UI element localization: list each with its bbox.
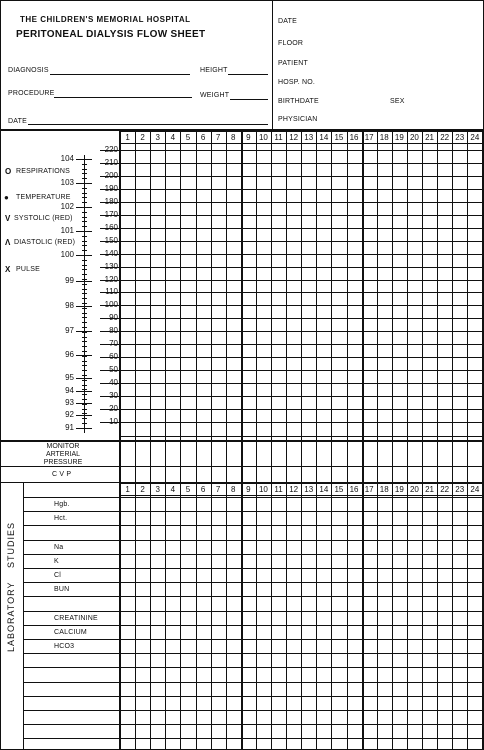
- lab-column-col-16: 16: [349, 485, 359, 494]
- temp-minor-tick: [82, 265, 87, 266]
- temp-tick-label: 101: [60, 226, 74, 235]
- temp-minor-tick: [82, 231, 87, 232]
- grid-hline: [100, 409, 484, 410]
- temp-tick-label: 94: [65, 386, 74, 395]
- temp-minor-tick: [82, 365, 87, 366]
- grid-hline: [100, 305, 484, 306]
- vitals-column-col-6: 6: [200, 133, 206, 142]
- temp-minor-tick: [82, 221, 87, 222]
- lab-row-line: [23, 710, 484, 711]
- vitals-column-col-13: 13: [304, 133, 314, 142]
- rate-tick-label: 170: [104, 210, 118, 219]
- respirations-label: RESPIRATIONS: [16, 168, 71, 175]
- grid-hline: [100, 267, 484, 268]
- temp-minor-tick: [82, 332, 87, 333]
- temp-minor-tick: [82, 308, 87, 309]
- temp-minor-tick: [82, 250, 87, 251]
- grid-hline: [100, 254, 484, 255]
- temp-minor-tick: [82, 269, 87, 270]
- temp-minor-tick: [82, 178, 87, 179]
- lab-row-line: [23, 639, 484, 640]
- temp-minor-tick: [82, 260, 87, 261]
- rate-tick-label: 140: [104, 249, 118, 258]
- grid-hline: [120, 436, 484, 437]
- diastolic-symbol: Λ: [5, 238, 11, 247]
- lab-row-line: [23, 696, 484, 697]
- lab-row-label: HCO3: [54, 643, 75, 650]
- temp-minor-tick: [82, 428, 87, 429]
- vitals-column-col-7: 7: [215, 133, 221, 142]
- lab-section-label-studies: STUDIES: [6, 521, 16, 568]
- lab-column-col-11: 11: [274, 485, 283, 494]
- temp-minor-tick: [82, 274, 87, 275]
- temp-minor-tick: [82, 183, 87, 184]
- lab-column-col-15: 15: [334, 485, 344, 494]
- vitals-column-col-3: 3: [155, 133, 160, 142]
- temp-minor-tick: [82, 399, 87, 400]
- temp-tick-label: 102: [60, 202, 74, 211]
- temp-minor-tick: [82, 394, 87, 395]
- vitals-column-col-12: 12: [289, 133, 299, 142]
- temp-minor-tick: [82, 322, 87, 323]
- birthdate-label: BIRTHDATE: [278, 98, 319, 105]
- rate-tick-label: 70: [109, 339, 118, 348]
- rate-tick-label: 40: [109, 378, 118, 387]
- lab-row-line: [23, 540, 484, 541]
- lab-row-line: [23, 625, 484, 626]
- temp-minor-tick: [82, 361, 87, 362]
- grid-hline: [100, 215, 484, 216]
- hospital-name: THE CHILDREN'S MEMORIAL HOSPITAL: [20, 15, 191, 24]
- vitals-column-col-23: 23: [455, 133, 465, 142]
- lab-row-label: Hct.: [54, 515, 68, 522]
- grid-hline: [100, 202, 484, 203]
- temp-minor-tick: [82, 337, 87, 338]
- rate-tick-label: 220: [104, 145, 118, 154]
- lab-row-line: [23, 568, 484, 569]
- lab-row-line: [23, 582, 484, 583]
- lab-row-label: Hgb.: [54, 501, 70, 508]
- vitals-column-col-10: 10: [258, 133, 268, 142]
- lab-column-col-3: 3: [155, 485, 160, 494]
- temp-minor-tick: [82, 298, 87, 299]
- temp-minor-tick: [82, 385, 87, 386]
- height-label: HEIGHT: [200, 67, 228, 74]
- date-label-left: DATE: [8, 118, 27, 125]
- temp-tick-label: 98: [65, 301, 74, 310]
- rate-tick-label: 190: [104, 184, 118, 193]
- rate-tick-label: 200: [104, 171, 118, 180]
- vitals-column-col-22: 22: [440, 133, 450, 142]
- grid-hline: [100, 176, 484, 177]
- vitals-column-col-11: 11: [274, 133, 283, 142]
- vitals-column-col-18: 18: [379, 133, 389, 142]
- lab-column-col-9: 9: [246, 485, 251, 494]
- rate-tick-label: 130: [104, 262, 118, 271]
- temp-minor-tick: [82, 279, 87, 280]
- temp-tick-label: 96: [65, 350, 74, 359]
- lab-column-rule-top: [120, 483, 484, 484]
- rate-tick-label: 20: [109, 404, 118, 413]
- temp-minor-tick: [82, 226, 87, 227]
- temp-minor-tick: [82, 375, 87, 376]
- temp-minor-tick: [82, 423, 87, 424]
- grid-hline: [100, 163, 484, 164]
- height-field[interactable]: [228, 74, 268, 75]
- date-field-left[interactable]: [28, 124, 268, 125]
- temp-minor-tick: [82, 284, 87, 285]
- rate-tick-label: 90: [109, 313, 118, 322]
- lab-column-col-22: 22: [440, 485, 450, 494]
- vitals-column-col-2: 2: [140, 133, 145, 142]
- temp-minor-tick: [82, 202, 87, 203]
- lab-column-col-23: 23: [455, 485, 465, 494]
- cvp-top-line: [0, 466, 484, 467]
- temp-minor-tick: [82, 188, 87, 189]
- lab-column-col-8: 8: [231, 485, 236, 494]
- lab-column-col-5: 5: [185, 485, 191, 494]
- temp-minor-tick: [82, 418, 87, 419]
- diastolic-label: DIASTOLIC (RED): [14, 239, 76, 246]
- temp-tick-label: 99: [65, 276, 74, 285]
- pulse-label: PULSE: [16, 266, 40, 273]
- lab-section-label-laboratory: LABORATORY: [6, 581, 16, 652]
- lab-row-label: Na: [54, 544, 64, 551]
- vitals-column-col-19: 19: [394, 133, 404, 142]
- temp-minor-tick: [82, 293, 87, 294]
- lab-column-col-2: 2: [140, 485, 145, 494]
- temp-minor-tick: [82, 341, 87, 342]
- temp-minor-tick: [82, 413, 87, 414]
- lab-row-line: [23, 554, 484, 555]
- lab-column-col-1: 1: [125, 485, 130, 494]
- grid-hline: [100, 228, 484, 229]
- vitals-column-col-1: 1: [125, 133, 130, 142]
- lab-row-line: [23, 511, 484, 512]
- rate-tick-label: 60: [109, 352, 118, 361]
- lab-column-col-4: 4: [170, 485, 176, 494]
- temp-tick-label: 95: [65, 373, 74, 382]
- systolic-symbol: V: [5, 214, 11, 223]
- procedure-field[interactable]: [54, 97, 192, 98]
- temp-minor-tick: [82, 236, 87, 237]
- rate-tick-label: 80: [109, 326, 118, 335]
- grid-hline: [100, 189, 484, 190]
- temp-tick-label: 104: [60, 154, 74, 163]
- temp-minor-tick: [82, 317, 87, 318]
- vitals-column-col-20: 20: [409, 133, 419, 142]
- temp-minor-tick: [82, 164, 87, 165]
- frame-top: [0, 0, 484, 1]
- lab-column-col-24: 24: [470, 485, 480, 494]
- lab-row-line: [23, 653, 484, 654]
- lab-row-label: K: [54, 558, 59, 565]
- pulse-symbol: X: [5, 265, 11, 274]
- grid-hline: [100, 318, 484, 319]
- temp-minor-tick: [82, 346, 87, 347]
- vitals-column-col-8: 8: [231, 133, 236, 142]
- lab-row-label: CREATININE: [54, 615, 98, 622]
- grid-hline: [100, 292, 484, 293]
- temp-minor-tick: [82, 241, 87, 242]
- lab-row-line: [23, 724, 484, 725]
- grid-hline: [100, 383, 484, 384]
- vitals-column-rule-bottom: [120, 143, 484, 144]
- vitals-column-col-17: 17: [364, 133, 374, 142]
- lab-column-col-17: 17: [364, 485, 374, 494]
- rate-tick-label: 10: [109, 417, 118, 426]
- lab-row-label: Cl: [54, 572, 62, 579]
- lab-column-col-10: 10: [258, 485, 268, 494]
- temp-tick-label: 92: [65, 410, 74, 419]
- lab-column-col-14: 14: [319, 485, 329, 494]
- temp-tick-label: 91: [65, 423, 74, 432]
- grid-hline: [100, 396, 484, 397]
- vitals-column-col-4: 4: [170, 133, 176, 142]
- grid-hline: [100, 331, 484, 332]
- temp-minor-tick: [82, 389, 87, 390]
- grid-hline: [100, 370, 484, 371]
- cvp-label: C V P: [52, 471, 72, 478]
- lab-column-col-6: 6: [200, 485, 206, 494]
- vitals-column-col-14: 14: [319, 133, 329, 142]
- frame-left: [0, 0, 1, 750]
- rate-tick-label: 30: [109, 391, 118, 400]
- vitals-column-col-9: 9: [246, 133, 251, 142]
- temp-minor-tick: [82, 303, 87, 304]
- vitals-column-col-16: 16: [349, 133, 359, 142]
- vitals-column-col-21: 21: [425, 133, 434, 142]
- grid-hline: [100, 241, 484, 242]
- temp-minor-tick: [82, 313, 87, 314]
- vitals-column-rule-top: [120, 131, 484, 132]
- temp-minor-tick: [82, 193, 87, 194]
- weight-label: WEIGHT: [200, 92, 230, 99]
- lab-column-col-19: 19: [394, 485, 404, 494]
- temp-minor-tick: [82, 289, 87, 290]
- lab-column-col-13: 13: [304, 485, 314, 494]
- grid-hline: [100, 422, 484, 423]
- monitor-arterial-label: MONITOR ARTERIAL PRESSURE: [43, 443, 83, 466]
- lab-column-col-12: 12: [289, 485, 299, 494]
- lab-row-label: BUN: [54, 586, 70, 593]
- lab-column-col-7: 7: [215, 485, 221, 494]
- temp-minor-tick: [82, 351, 87, 352]
- lab-column-rule-bottom: [120, 495, 484, 496]
- procedure-label: PROCEDURE: [8, 90, 55, 97]
- temp-tick-label: 97: [65, 326, 74, 335]
- grid-hline: [100, 357, 484, 358]
- grid-hline: [100, 280, 484, 281]
- temp-minor-tick: [82, 245, 87, 246]
- lab-row-line: [23, 667, 484, 668]
- date-label-right: DATE: [278, 18, 297, 25]
- lab-row-line: [23, 682, 484, 683]
- systolic-label: SYSTOLIC (RED): [14, 215, 73, 222]
- lab-row-line: [23, 738, 484, 739]
- temp-minor-tick: [82, 409, 87, 410]
- rate-tick-label: 100: [104, 300, 118, 309]
- rate-tick-label: 160: [104, 223, 118, 232]
- temp-tick-label: 103: [60, 178, 74, 187]
- temp-minor-tick: [82, 380, 87, 381]
- temp-minor-tick: [82, 356, 87, 357]
- monitor-top-line: [0, 440, 484, 442]
- temp-minor-tick: [82, 404, 87, 405]
- physician-label: PHYSICIAN: [278, 116, 318, 123]
- temp-tick-label: 93: [65, 398, 74, 407]
- temp-minor-tick: [82, 173, 87, 174]
- lab-row-line: [23, 596, 484, 597]
- lab-column-col-20: 20: [409, 485, 419, 494]
- form-title: PERITONEAL DIALYSIS FLOW SHEET: [16, 29, 206, 40]
- rate-tick-label: 150: [104, 236, 118, 245]
- sex-label: SEX: [390, 98, 405, 105]
- header-divider-vertical: [272, 0, 273, 130]
- rate-tick-label: 120: [104, 275, 118, 284]
- diagnosis-label: DIAGNOSIS: [8, 67, 49, 74]
- weight-field[interactable]: [230, 99, 268, 100]
- temp-minor-tick: [82, 169, 87, 170]
- temp-minor-tick: [82, 207, 87, 208]
- diagnosis-field[interactable]: [50, 74, 190, 75]
- lab-column-col-18: 18: [379, 485, 389, 494]
- floor-label: FLOOR: [278, 40, 304, 47]
- temp-minor-tick: [82, 217, 87, 218]
- rate-tick-label: 210: [104, 158, 118, 167]
- temp-minor-tick: [82, 255, 87, 256]
- grid-hline: [100, 344, 484, 345]
- rate-tick-label: 110: [105, 287, 118, 296]
- lab-column-col-21: 21: [425, 485, 434, 494]
- temperature-symbol: ●: [4, 193, 9, 202]
- hosp-no-label: HOSP. NO.: [278, 79, 316, 86]
- rate-tick-label: 180: [104, 197, 118, 206]
- lab-row-line: [23, 525, 484, 526]
- rate-tick-label: 50: [109, 365, 118, 374]
- vitals-column-col-15: 15: [334, 133, 344, 142]
- patient-label: PATIENT: [278, 60, 308, 67]
- respirations-symbol: O: [5, 167, 12, 176]
- temp-minor-tick: [82, 370, 87, 371]
- temp-minor-tick: [82, 212, 87, 213]
- temp-minor-tick: [82, 197, 87, 198]
- lab-row-line: [23, 611, 484, 612]
- lab-row-label: CALCIUM: [54, 629, 87, 636]
- vitals-column-col-5: 5: [185, 133, 191, 142]
- temp-tick-label: 100: [60, 250, 74, 259]
- grid-hline: [100, 150, 484, 151]
- temp-minor-tick: [82, 327, 87, 328]
- lab-row-line: [23, 497, 484, 498]
- vitals-column-col-24: 24: [470, 133, 480, 142]
- temperature-label: TEMPERATURE: [16, 194, 71, 201]
- temp-minor-tick: [82, 159, 87, 160]
